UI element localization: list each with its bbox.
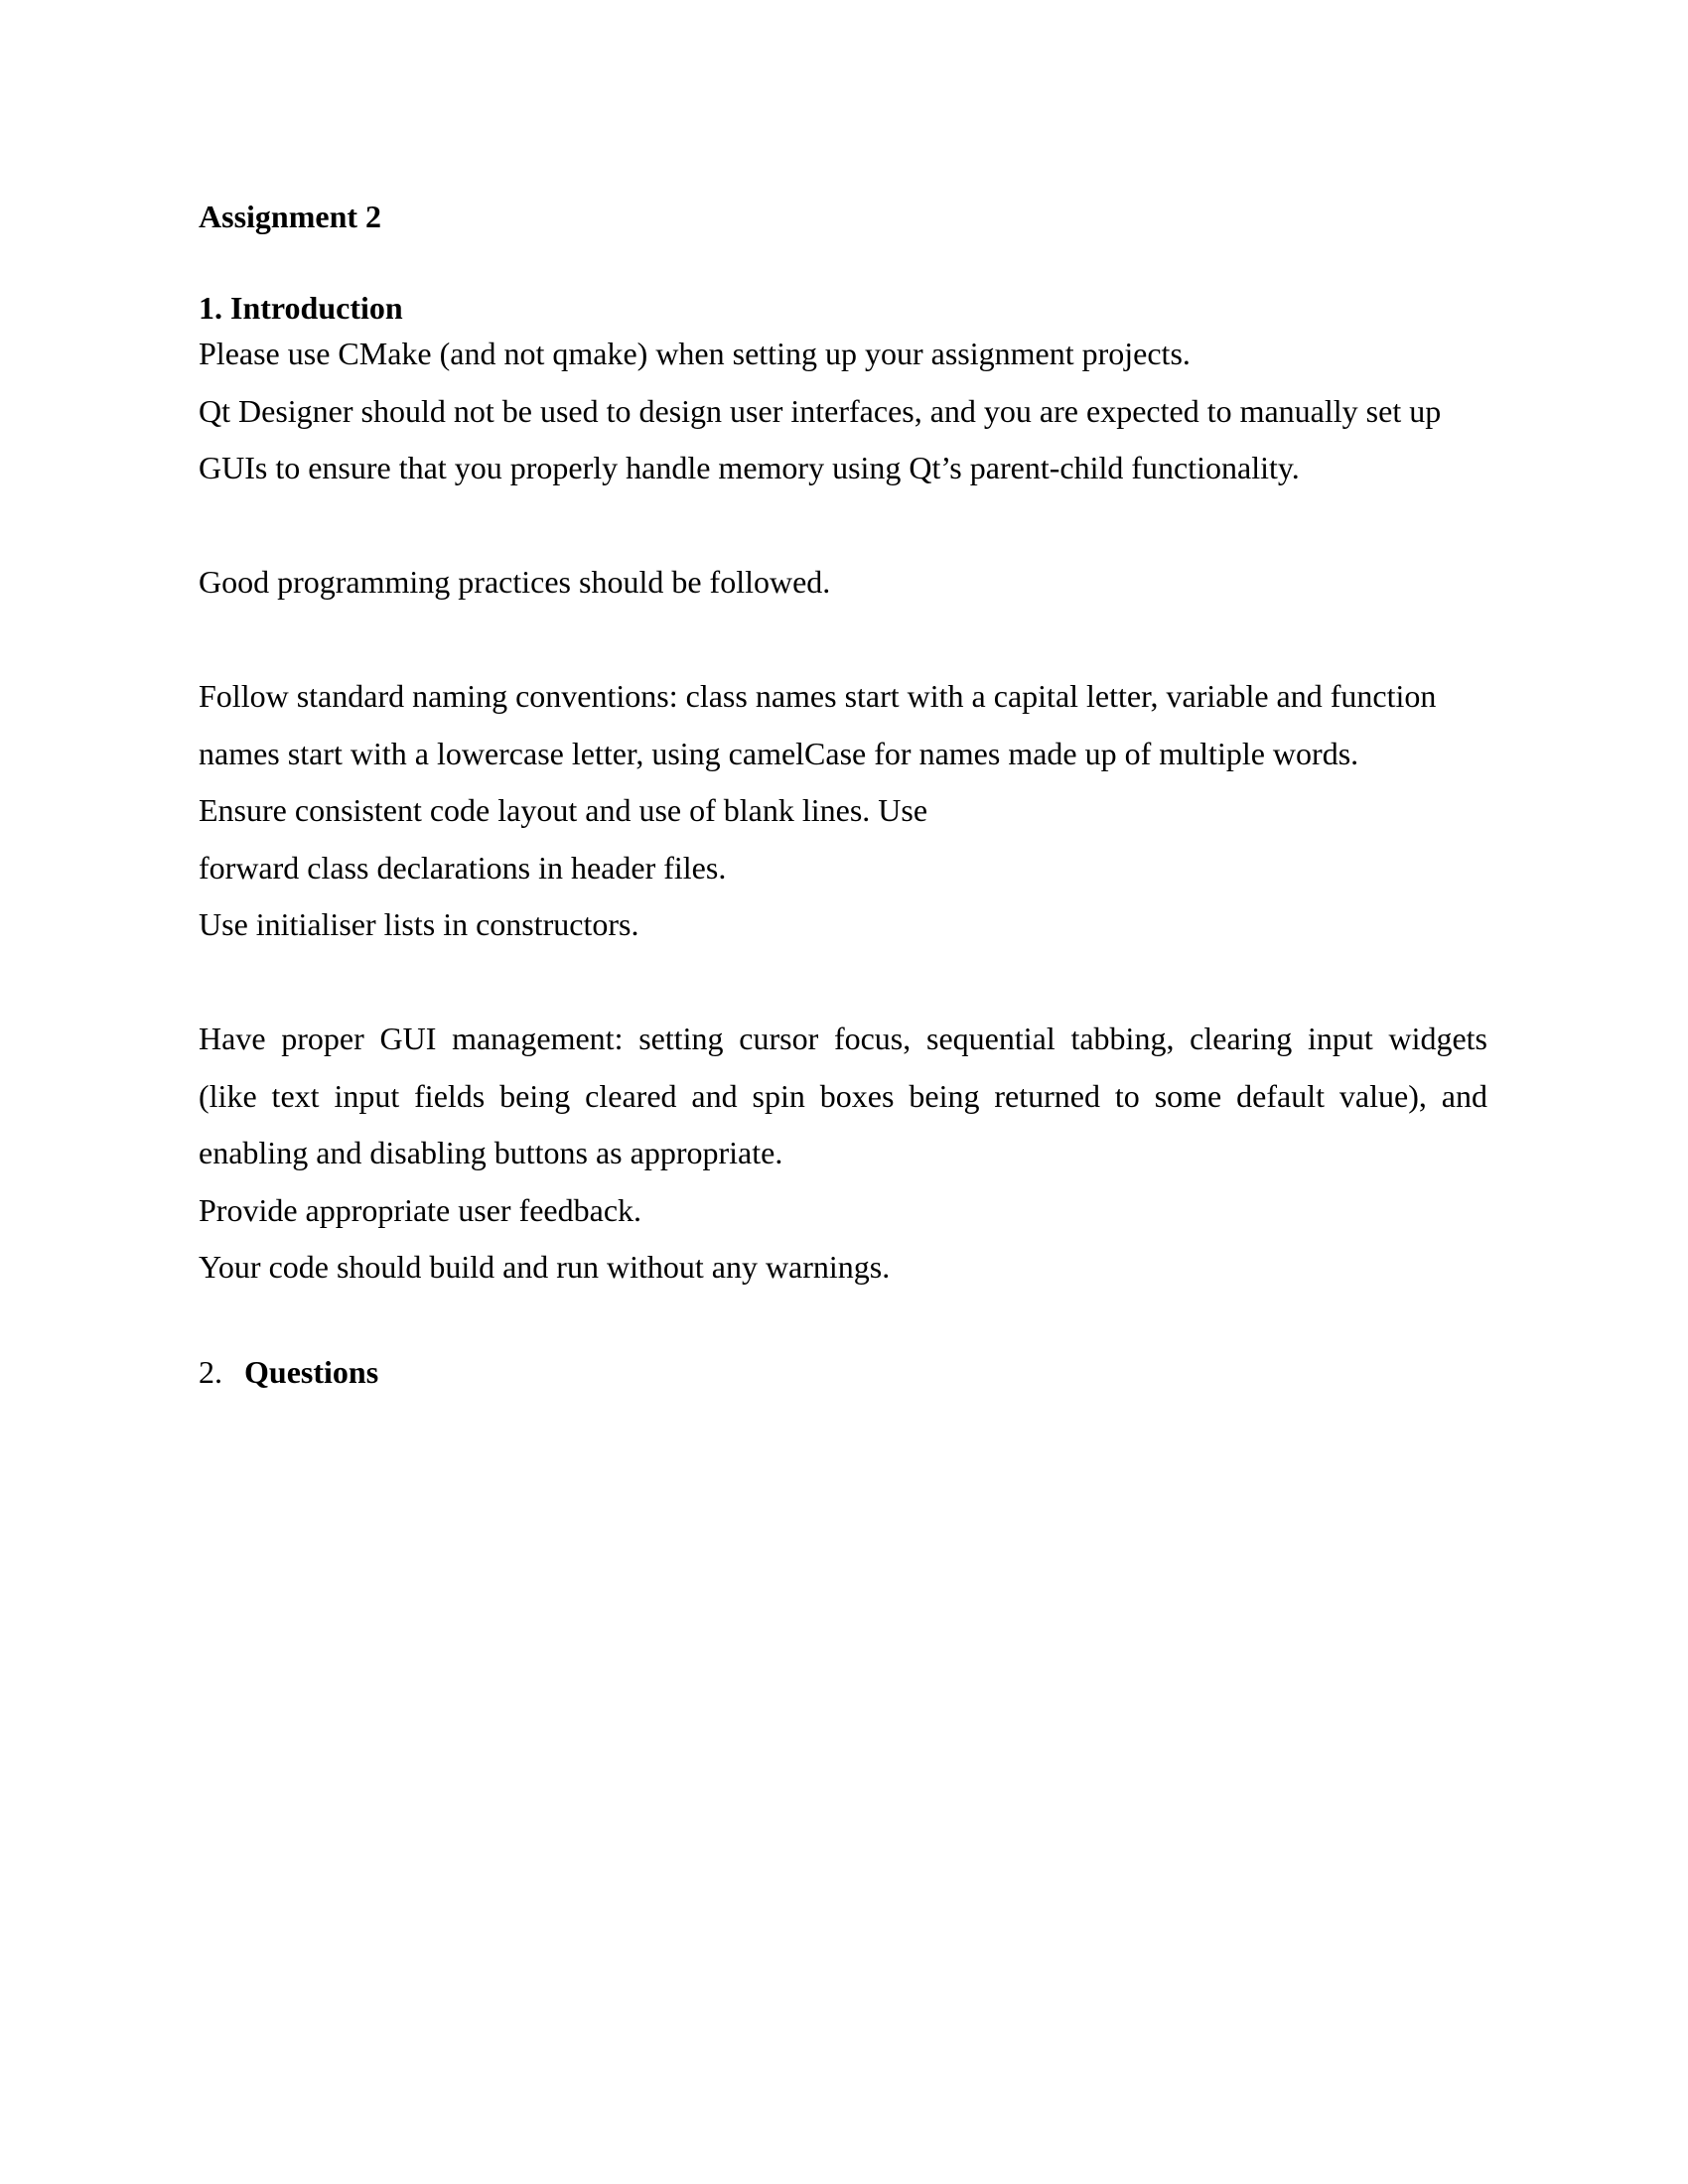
section-heading-label: Questions: [244, 1354, 379, 1390]
paragraph-line: Your code should build and run without any warnings.: [199, 1249, 891, 1285]
paragraph-line: Good programming practices should be followed.: [199, 564, 831, 600]
paragraph-line: Please use CMake (and not qmake) when setting up your assignment projects.: [199, 336, 1191, 371]
paragraph-line: (like text input fields being cleared and spin boxes being returned to some default value), and: [199, 1078, 1487, 1114]
paragraph-line: Provide appropriate user feedback.: [199, 1192, 642, 1228]
paragraph-line: GUIs to ensure that you properly handle memory using Qt’s parent-child functionality.: [199, 450, 1300, 485]
paragraph-line: names start with a lowercase letter, using camelCase for names made up of multiple words.: [199, 736, 1359, 771]
section-number: 2.: [199, 1354, 222, 1390]
paragraph-line: enabling and disabling buttons as appropriate.: [199, 1135, 783, 1170]
section-heading-questions: [199, 1352, 378, 1392]
paragraph-line: Qt Designer should not be used to design user interfaces, and you are expected to manually set up: [199, 393, 1442, 429]
paragraph-line: Ensure consistent code layout and use of blank lines. Use: [199, 792, 928, 828]
paragraph-line: Have proper GUI management: setting cursor focus, sequential tabbing, clearing input widgets: [199, 1021, 1487, 1056]
paragraph-line: forward class declarations in header files.: [199, 850, 727, 886]
paragraph-line: Use initialiser lists in constructors.: [199, 906, 639, 942]
section-heading-introduction: 1. Introduction: [199, 290, 403, 326]
document-title: Assignment 2: [199, 199, 382, 234]
paragraph-line: Follow standard naming conventions: class names start with a capital letter, variable and function: [199, 678, 1437, 714]
